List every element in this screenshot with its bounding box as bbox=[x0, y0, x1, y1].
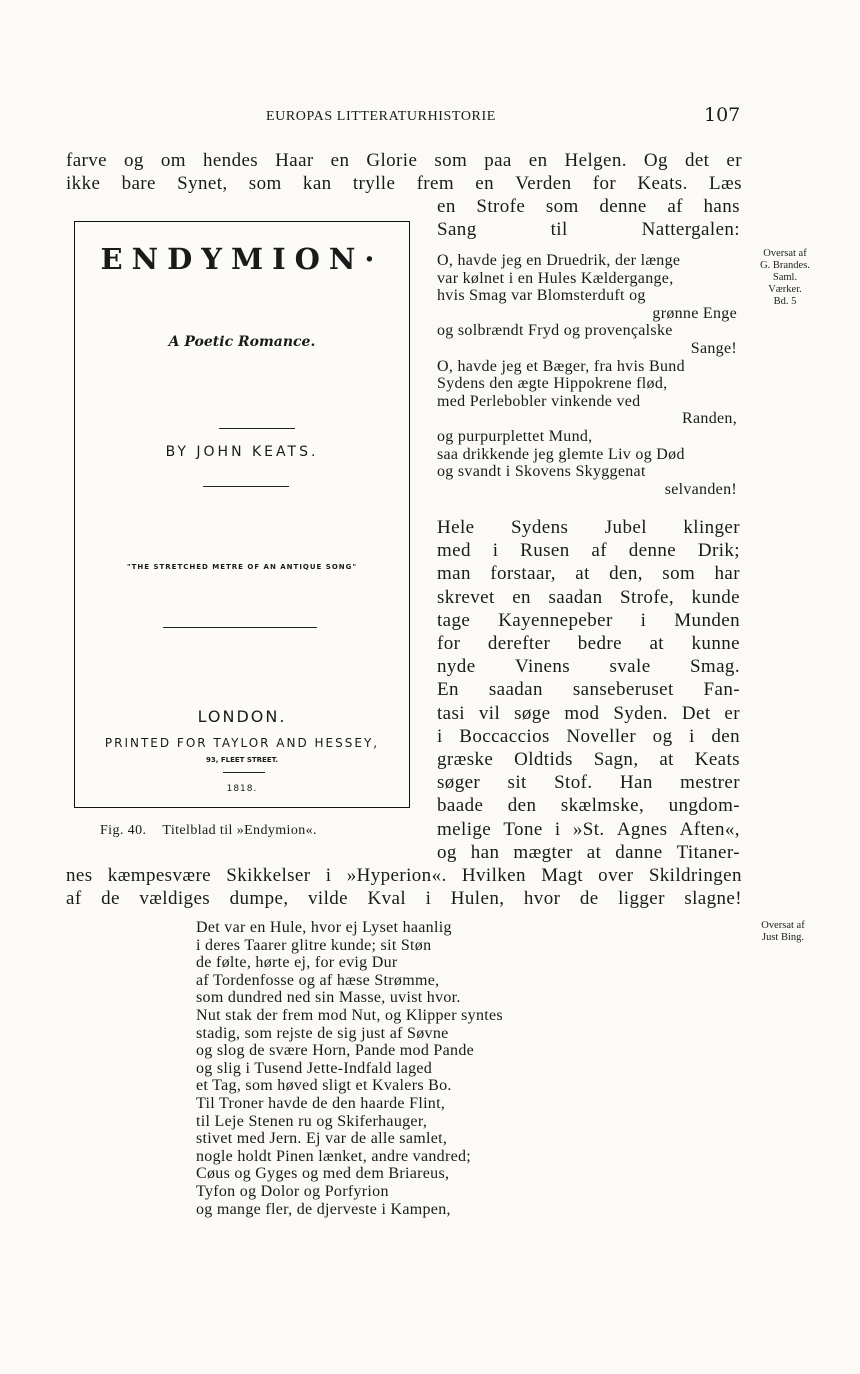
word: »St. bbox=[572, 818, 605, 840]
word: baade bbox=[437, 795, 484, 817]
word: at bbox=[659, 749, 674, 770]
word: Magt bbox=[541, 865, 583, 886]
word: Aften«, bbox=[679, 818, 740, 840]
poem-line: grønne Enge bbox=[652, 304, 737, 322]
text-line bbox=[437, 632, 740, 655]
text-line bbox=[437, 794, 740, 817]
word: er bbox=[724, 702, 740, 724]
figure-epigraph: "THE STRETCHED METRE OF AN ANTIQUE SONG" bbox=[126, 563, 358, 571]
word: i bbox=[437, 725, 443, 747]
margin-note-line: G. Brandes. bbox=[760, 260, 810, 271]
word: Fan- bbox=[703, 679, 740, 701]
word: svale bbox=[609, 656, 651, 678]
word: som bbox=[662, 563, 696, 585]
word: slagne! bbox=[684, 888, 742, 910]
poem-line: hvis Smag var Blomsterduft og bbox=[437, 287, 646, 305]
word: en bbox=[475, 173, 495, 195]
word: Glorie bbox=[366, 150, 418, 171]
word: er bbox=[726, 150, 742, 171]
word: saadan bbox=[488, 679, 543, 701]
text-line bbox=[66, 864, 742, 887]
word: Tone bbox=[503, 818, 543, 840]
word: paa bbox=[484, 150, 512, 171]
text-line bbox=[437, 818, 740, 841]
text-line bbox=[437, 702, 740, 725]
word: og bbox=[437, 841, 457, 863]
word: at bbox=[586, 841, 602, 863]
poem-line: og svandt i Skovens Skyggenat bbox=[437, 463, 646, 481]
word: søger bbox=[437, 772, 481, 794]
word: han bbox=[470, 841, 500, 863]
word: mod bbox=[564, 702, 600, 724]
word: for bbox=[437, 633, 461, 654]
figure-caption-text: Titelblad til »Endymion«. bbox=[162, 823, 317, 838]
poem-line: i deres Taarer glitre kunde; sit Støn bbox=[196, 936, 432, 954]
text-line bbox=[66, 149, 742, 172]
word: græske bbox=[437, 749, 494, 770]
word: sanseberuset bbox=[572, 679, 674, 701]
figure-rule bbox=[223, 772, 265, 773]
word: Boccaccios bbox=[459, 725, 550, 747]
word: Syden. bbox=[613, 702, 668, 724]
word: kæmpesvære bbox=[107, 865, 212, 886]
poem-line: O, havde jeg et Bæger, fra hvis Bund bbox=[437, 357, 685, 375]
word: som bbox=[434, 150, 468, 171]
word: Og bbox=[643, 150, 668, 171]
word: tage bbox=[437, 609, 471, 631]
word: En bbox=[437, 679, 459, 701]
poem-line: saa drikkende jeg glemte Liv og Død bbox=[437, 445, 685, 463]
word: Drik; bbox=[697, 540, 740, 562]
text-line bbox=[437, 586, 740, 609]
page-number: 107 bbox=[704, 104, 741, 126]
word: Hvilken bbox=[461, 865, 526, 886]
figure-subtitle: A Poetic Romance. bbox=[168, 334, 316, 350]
poem-line: et Tag, som høved sligt et Kvalers Bo. bbox=[196, 1077, 452, 1095]
poem-line: Sange! bbox=[690, 339, 737, 357]
word: mægter bbox=[513, 841, 573, 863]
poem-line: de følte, hørte ej, for evig Dur bbox=[196, 954, 398, 972]
text-line bbox=[437, 771, 740, 794]
figure-author: BY JOHN KEATS. bbox=[165, 444, 319, 460]
word: farve bbox=[66, 150, 108, 171]
word: har bbox=[714, 563, 740, 585]
poem-line: Til Troner havde de den haarde Flint, bbox=[196, 1094, 446, 1112]
word: »Hyperion«. bbox=[346, 865, 447, 886]
word: kunde bbox=[691, 586, 740, 608]
poem-line: og mange fler, de djerveste i Kampen, bbox=[196, 1200, 451, 1218]
word: de bbox=[101, 888, 120, 910]
word: sit bbox=[507, 772, 527, 794]
word: Haar bbox=[275, 150, 314, 171]
word: Skildringen bbox=[648, 865, 742, 886]
word: frem bbox=[416, 173, 455, 195]
margin-note-line: Saml. bbox=[772, 272, 798, 283]
word: kan bbox=[302, 173, 332, 195]
text-line bbox=[437, 748, 740, 771]
word: Titaner- bbox=[676, 841, 740, 863]
word: skælmske, bbox=[560, 795, 645, 817]
text-line bbox=[437, 725, 740, 748]
margin-note-line: Bd. 5 bbox=[773, 296, 797, 307]
figure-printer: PRINTED FOR TAYLOR AND HESSEY, bbox=[104, 736, 380, 750]
word: Hele bbox=[437, 517, 475, 538]
word: Strofe bbox=[476, 196, 526, 217]
margin-note-line: Oversat af bbox=[761, 920, 805, 931]
word: hans bbox=[703, 196, 740, 217]
word: en bbox=[330, 150, 350, 171]
word: Sagn, bbox=[593, 749, 639, 770]
word: forstaar, bbox=[490, 563, 556, 585]
word: dumpe, bbox=[229, 888, 289, 910]
word: i bbox=[492, 540, 499, 562]
word: hendes bbox=[202, 150, 259, 171]
word: over bbox=[598, 865, 634, 886]
word: Nattergalen: bbox=[641, 219, 740, 241]
word: Synet, bbox=[177, 173, 228, 195]
word: Kayennepeber bbox=[498, 609, 613, 631]
word: hvor bbox=[523, 888, 561, 910]
poem-line: Randen, bbox=[682, 410, 737, 428]
word: danne bbox=[615, 841, 663, 863]
word: Sang bbox=[437, 219, 477, 241]
word: skrevet bbox=[437, 586, 495, 608]
poem-line: som dundred ned sin Masse, uvist hvor. bbox=[196, 989, 461, 1007]
nightingale-stanza bbox=[437, 252, 737, 498]
word: de bbox=[579, 888, 599, 910]
poem-line: og slig i Tusend Jette-Indfald laged bbox=[196, 1059, 433, 1077]
margin-note-line: Just Bing. bbox=[761, 932, 804, 943]
word: Agnes bbox=[616, 818, 668, 840]
translator-note-bing bbox=[746, 920, 820, 944]
text-line bbox=[437, 539, 740, 562]
figure-rule bbox=[219, 428, 295, 429]
endymion-title-page-figure bbox=[74, 221, 410, 808]
word: og bbox=[652, 725, 673, 747]
word: Noveller bbox=[566, 725, 637, 747]
text-line bbox=[437, 655, 740, 678]
word: søge bbox=[514, 702, 551, 724]
figure-rule bbox=[163, 627, 317, 628]
page-header bbox=[0, 104, 860, 128]
word: Keats. bbox=[637, 173, 688, 195]
word: man bbox=[437, 563, 471, 585]
word: Rusen bbox=[520, 540, 570, 562]
word: den, bbox=[609, 563, 643, 585]
margin-note-line: Værker. bbox=[768, 284, 802, 295]
poem-line: Tyfon og Dolor og Porfyrion bbox=[196, 1182, 389, 1200]
word: Smag. bbox=[689, 656, 740, 678]
word: Munden bbox=[674, 609, 740, 631]
word: den bbox=[507, 795, 537, 817]
margin-note-line: Oversat af bbox=[763, 248, 807, 259]
poem-line: Sydens den ægte Hippokrene flød, bbox=[437, 375, 668, 393]
word: som bbox=[248, 173, 282, 195]
poem-line: stadig, som rejste de sig just af Søvne bbox=[196, 1024, 449, 1042]
poem-line: nogle holdt Pinen lænket, andre vandred; bbox=[196, 1147, 472, 1165]
word: med bbox=[437, 540, 471, 562]
poem-line: Nut stak der frem mod Nut, og Klipper syntes bbox=[196, 1006, 503, 1024]
poem-line: O, havde jeg en Druedrik, der længe bbox=[437, 252, 681, 269]
poem-line: og slog de svære Horn, Pande mod Pande bbox=[196, 1042, 475, 1060]
word: kunne bbox=[691, 633, 740, 654]
word: for bbox=[592, 173, 617, 195]
figure-title: ENDYMION· bbox=[100, 242, 384, 276]
word: tasi bbox=[437, 702, 465, 724]
word: Oldtids bbox=[514, 749, 573, 770]
poem-line: til Leje Stenen ru og Skiferhauger, bbox=[196, 1112, 428, 1130]
text-line bbox=[437, 678, 740, 701]
word: en bbox=[437, 196, 456, 217]
word: bedre bbox=[577, 633, 622, 654]
hyperion-passage bbox=[196, 919, 716, 1218]
word: Helgen. bbox=[564, 150, 627, 171]
figure-caption bbox=[100, 823, 317, 839]
word: Hulen, bbox=[450, 888, 505, 910]
figure-year: 1818. bbox=[226, 784, 258, 794]
word: en bbox=[512, 586, 531, 608]
poem-line: selvanden! bbox=[664, 480, 737, 498]
word: ungdom- bbox=[668, 795, 740, 817]
word: i bbox=[325, 865, 332, 886]
poem-line: og solbrændt Fryd og provençalske bbox=[437, 322, 673, 340]
poem-line: med Perlebobler vinkende ved bbox=[437, 392, 641, 410]
word: nes bbox=[66, 865, 93, 886]
running-title: EUROPAS LITTERATURHISTORIE bbox=[266, 109, 496, 124]
word: i bbox=[554, 818, 561, 840]
poem-line: Det var en Hule, hvor ej Lyset haanlig bbox=[196, 919, 452, 936]
word: om bbox=[160, 150, 186, 171]
word: det bbox=[684, 150, 710, 171]
word: saadan bbox=[548, 586, 603, 608]
text-line bbox=[437, 609, 740, 632]
poem-line: og purpurplettet Mund, bbox=[437, 427, 593, 445]
word: en bbox=[528, 150, 548, 171]
word: den bbox=[711, 725, 740, 747]
figure-address: 93, FLEET STREET. bbox=[206, 756, 278, 764]
word: som bbox=[545, 196, 579, 217]
word: i bbox=[640, 609, 647, 631]
word: ligger bbox=[618, 888, 665, 910]
text-line bbox=[66, 172, 742, 195]
translator-note-brandes bbox=[748, 248, 822, 308]
word: vil bbox=[478, 702, 501, 724]
text-line bbox=[437, 218, 740, 241]
word: vilde bbox=[308, 888, 348, 910]
figure-caption-number: Fig. 40. bbox=[100, 823, 147, 838]
text-line bbox=[66, 887, 742, 910]
word: Læs bbox=[709, 173, 742, 195]
word: bare bbox=[121, 173, 156, 195]
word: Vinens bbox=[514, 656, 571, 678]
word: mestrer bbox=[680, 772, 740, 794]
word: til bbox=[550, 219, 568, 241]
word: ikke bbox=[66, 173, 101, 195]
figure-rule bbox=[203, 486, 289, 487]
poem-line: stivet med Jern. Ej var de alle samlet, bbox=[196, 1130, 448, 1148]
word: trylle bbox=[352, 173, 396, 195]
word: af bbox=[591, 540, 607, 562]
word: denne bbox=[628, 540, 677, 562]
poem-line: var kølnet i en Hules Kældergange, bbox=[437, 269, 674, 287]
word: Det bbox=[681, 702, 711, 724]
text-line bbox=[437, 516, 740, 539]
word: Kval bbox=[367, 888, 407, 910]
text-line bbox=[437, 195, 740, 218]
word: og bbox=[124, 150, 144, 171]
word: derefter bbox=[487, 633, 551, 654]
word: af bbox=[667, 196, 683, 217]
word: nyde bbox=[437, 656, 476, 678]
poem-line: af Tordenfosse og af hæse Strømme, bbox=[196, 971, 440, 989]
word: Verden bbox=[515, 173, 572, 195]
figure-place: LONDON. bbox=[197, 707, 287, 726]
word: af bbox=[66, 888, 82, 910]
word: Skikkelser bbox=[226, 865, 311, 886]
word: denne bbox=[599, 196, 647, 217]
word: Sydens bbox=[510, 517, 569, 538]
word: i bbox=[425, 888, 432, 910]
word: klinger bbox=[683, 517, 740, 538]
text-line bbox=[437, 841, 740, 864]
word: at bbox=[575, 563, 590, 585]
word: Strofe, bbox=[620, 586, 675, 608]
word: at bbox=[649, 633, 664, 654]
word: Han bbox=[619, 772, 653, 794]
word: vældiges bbox=[139, 888, 211, 910]
word: Stof. bbox=[554, 772, 593, 794]
word: Jubel bbox=[604, 517, 647, 538]
word: Keats bbox=[694, 749, 740, 770]
word: melige bbox=[437, 818, 492, 840]
poem-line: Cøus og Gyges og med dem Briareus, bbox=[196, 1165, 450, 1183]
word: i bbox=[689, 725, 695, 747]
text-line bbox=[437, 562, 740, 585]
